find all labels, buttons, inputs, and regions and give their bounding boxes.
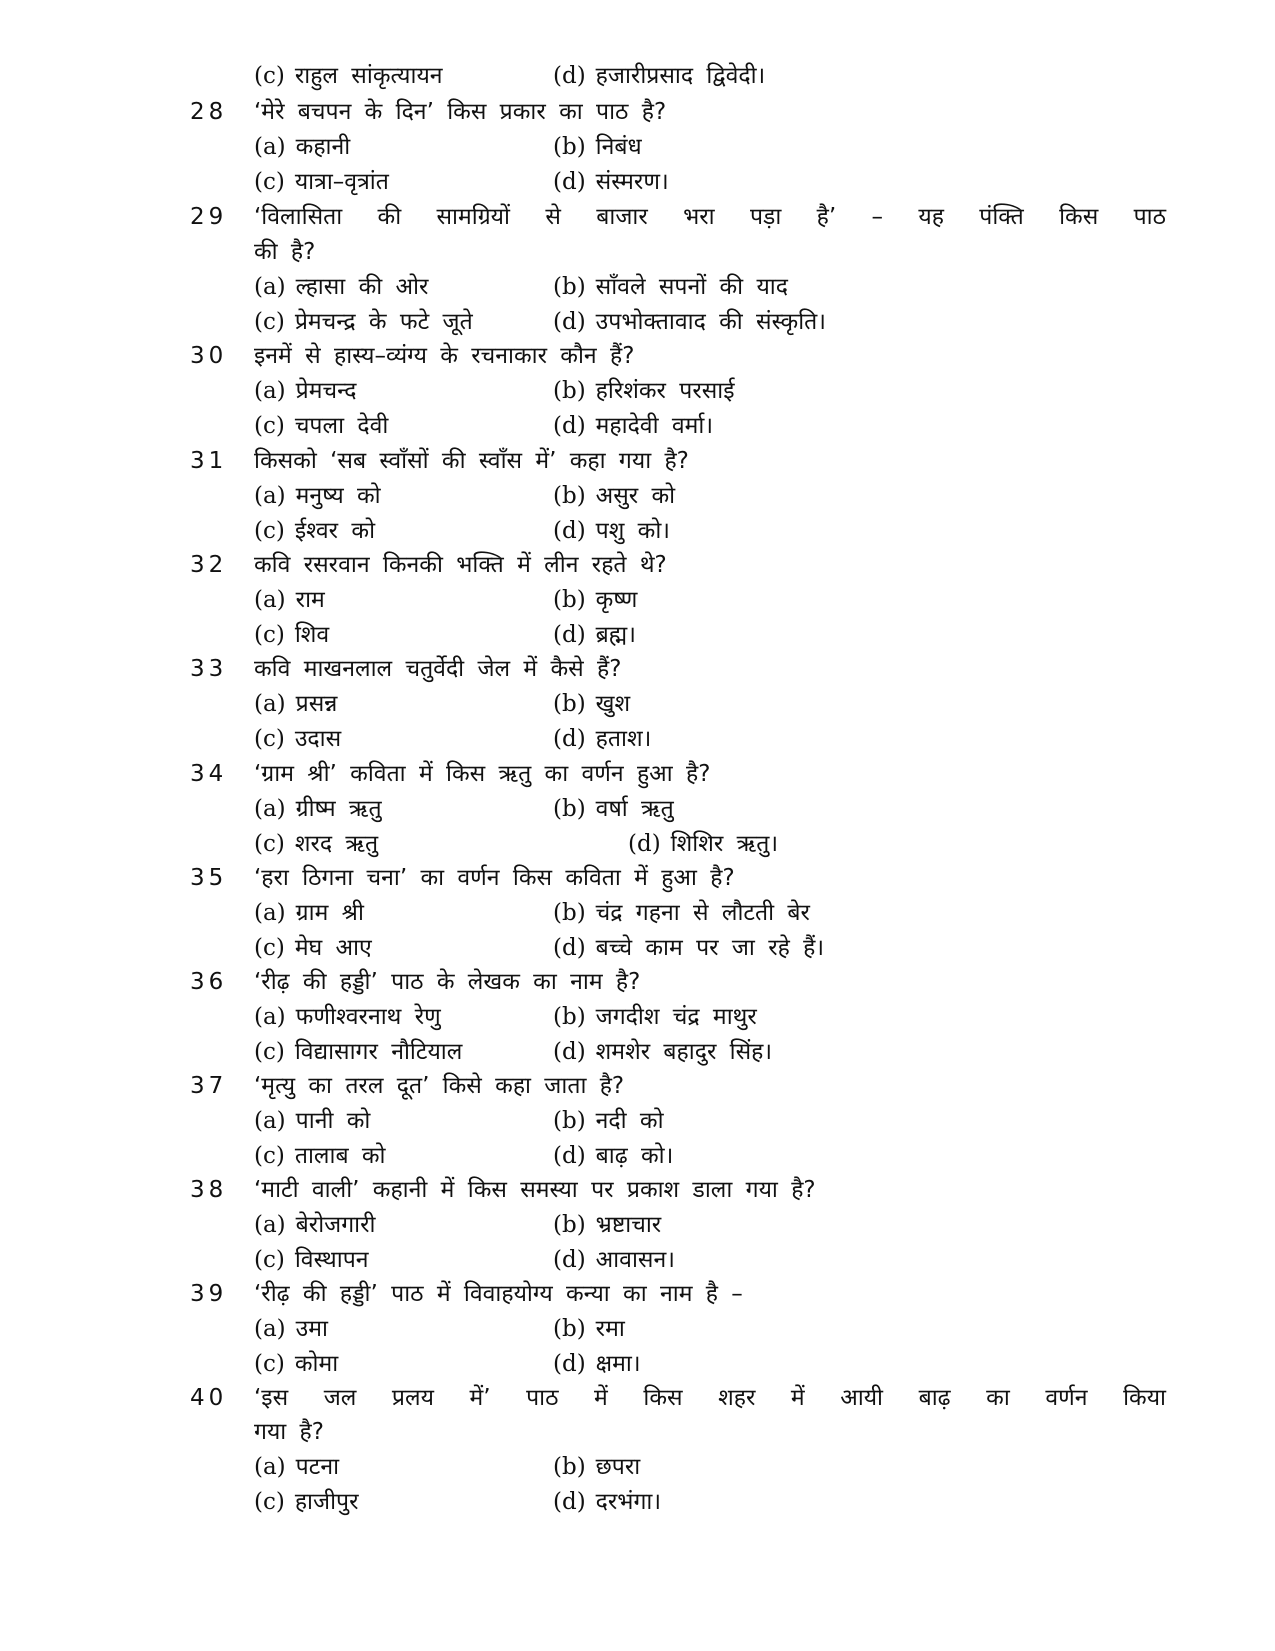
- option-label: (d): [553, 63, 586, 89]
- option-b-text: भ्रष्टाचार: [595, 1212, 662, 1238]
- option-label: (c): [254, 1351, 285, 1377]
- option-label: (a): [254, 1454, 286, 1480]
- option-d-text: पशु को।: [595, 518, 671, 544]
- option-label: (d): [553, 413, 586, 439]
- option-a-text: पानी को: [295, 1108, 371, 1134]
- option-label: (d): [553, 726, 586, 752]
- option-label: (b): [553, 900, 586, 926]
- option-label: (a): [254, 1316, 286, 1342]
- option-label: (d): [553, 935, 586, 961]
- option-label: (c): [254, 1247, 285, 1273]
- option-b-text: निबंध: [595, 134, 642, 160]
- question-text: ‘हरा ठिगना चना’ का वर्णन किस कविता में हुआ है?: [254, 865, 735, 891]
- option-label: (d): [553, 309, 586, 335]
- option-label: (d): [553, 1489, 586, 1515]
- option-label: (d): [553, 518, 586, 544]
- question-text-continued: की है?: [254, 239, 316, 265]
- option-c-text: ईश्वर को: [294, 518, 376, 544]
- option-d-text: बाढ़ को।: [595, 1143, 674, 1169]
- option-d-text: बच्चे काम पर जा रहे हैं।: [595, 935, 825, 961]
- option-a-text: मनुष्य को: [295, 483, 381, 509]
- option-b-text: चंद्र गहना से लौटती बेर: [595, 900, 810, 926]
- option-b-text: छपरा: [595, 1454, 641, 1480]
- option-d-text: उपभोक्तावाद की संस्कृति।: [595, 309, 827, 335]
- option-c-text: विस्थापन: [294, 1247, 369, 1273]
- option-b-text: जगदीश चंद्र माथुर: [595, 1004, 757, 1030]
- option-label: (d): [553, 1143, 586, 1169]
- question-number: 29: [190, 204, 228, 230]
- question-text: इनमें से हास्य–व्यंग्य के रचनाकार कौन हैं?: [254, 343, 635, 369]
- option-label: (a): [254, 378, 286, 404]
- option-b-text: रमा: [595, 1316, 625, 1342]
- option-d-text: हजारीप्रसाद द्विवेदी।: [595, 63, 766, 89]
- option-label: (b): [553, 1108, 586, 1134]
- option-label: (a): [254, 587, 286, 613]
- option-d-text: क्षमा।: [595, 1351, 641, 1377]
- option-label: (b): [553, 1316, 586, 1342]
- option-label: (b): [553, 691, 586, 717]
- question-number: 36: [190, 969, 228, 995]
- option-b-text: खुश: [595, 691, 631, 717]
- option-b-text: नदी को: [595, 1108, 664, 1134]
- question-text: किसको ‘सब स्वाँसों की स्वाँस में’ कहा गया है?: [254, 448, 689, 474]
- option-a-text: राम: [295, 587, 325, 613]
- option-c-text: उदास: [294, 726, 342, 752]
- option-label: (a): [254, 483, 286, 509]
- option-b-text: हरिशंकर परसाई: [595, 378, 735, 404]
- question-text: ‘ग्राम श्री’ कविता में किस ऋतु का वर्णन हुआ है?: [254, 761, 711, 787]
- option-d-text: महादेवी वर्मा।: [595, 413, 714, 439]
- question-number: 35: [190, 865, 228, 891]
- option-label: (c): [254, 518, 285, 544]
- question-number: 28: [190, 99, 228, 125]
- question-number: 40: [190, 1385, 228, 1411]
- option-c-text: चपला देवी: [294, 413, 389, 439]
- option-a-text: ल्हासा की ओर: [295, 274, 429, 300]
- option-label: (b): [553, 1212, 586, 1238]
- option-label: (a): [254, 134, 286, 160]
- option-label: (d): [628, 831, 661, 857]
- option-label: (b): [553, 587, 586, 613]
- option-b-text: कृष्ण: [595, 587, 638, 613]
- option-label: (d): [553, 1351, 586, 1377]
- option-c-text: राहुल सांकृत्यायन: [294, 63, 443, 89]
- option-label: (a): [254, 1108, 286, 1134]
- option-a-text: फणीश्वरनाथ रेणु: [295, 1004, 441, 1030]
- question-number: 31: [190, 448, 228, 474]
- option-c-text: तालाब को: [294, 1143, 386, 1169]
- option-d-text: शिशिर ऋतु।: [670, 831, 779, 857]
- option-c-text: शरद ऋतु: [294, 831, 379, 857]
- option-label: (d): [553, 1247, 586, 1273]
- option-label: (c): [254, 935, 285, 961]
- option-label: (a): [254, 796, 286, 822]
- question-number: 30: [190, 343, 228, 369]
- option-label: (a): [254, 1004, 286, 1030]
- option-label: (d): [553, 1039, 586, 1065]
- question-text: ‘मृत्यु का तरल दूत’ किसे कहा जाता है?: [254, 1073, 625, 1099]
- option-a-text: उमा: [295, 1316, 328, 1342]
- question-text: ‘मेरे बचपन के दिन’ किस प्रकार का पाठ है?: [254, 99, 667, 125]
- question-number: 33: [190, 656, 228, 682]
- option-a-text: ग्राम श्री: [295, 900, 364, 926]
- option-a-text: पटना: [295, 1454, 340, 1480]
- option-label: (a): [254, 691, 286, 717]
- option-label: (c): [254, 1143, 285, 1169]
- question-text: ‘विलासिता की सामग्रियों से बाजार भरा पड़ा है’ – यह पंक्ति किस पाठ: [254, 204, 1166, 230]
- option-label: (c): [254, 622, 285, 648]
- question-text: ‘रीढ़ की हड्डी’ पाठ में विवाहयोग्य कन्या का नाम है –: [254, 1281, 743, 1307]
- option-c-text: कोमा: [294, 1351, 339, 1377]
- option-d-text: संस्मरण।: [595, 169, 669, 195]
- option-label: (a): [254, 1212, 286, 1238]
- option-label: (a): [254, 274, 286, 300]
- option-c-text: विद्यासागर नौटियाल: [294, 1039, 463, 1065]
- option-a-text: ग्रीष्म ऋतु: [295, 796, 382, 822]
- question-number: 32: [190, 552, 228, 578]
- question-number: 38: [190, 1177, 228, 1203]
- option-label: (c): [254, 169, 285, 195]
- question-text: कवि रसरवान किनकी भक्ति में लीन रहते थे?: [254, 552, 667, 578]
- option-c-text: शिव: [294, 622, 330, 648]
- question-number: 37: [190, 1073, 228, 1099]
- option-label: (c): [254, 1039, 285, 1065]
- question-text: ‘माटी वाली’ कहानी में किस समस्या पर प्रकाश डाला गया है?: [254, 1177, 816, 1203]
- option-label: (b): [553, 483, 586, 509]
- option-b-text: असुर को: [595, 483, 676, 509]
- option-d-text: आवासन।: [595, 1247, 675, 1273]
- option-d-text: शमशेर बहादुर सिंह।: [595, 1039, 773, 1065]
- question-text: कवि माखनलाल चतुर्वेदी जेल में कैसे हैं?: [254, 656, 622, 682]
- option-label: (b): [553, 1004, 586, 1030]
- option-label: (c): [254, 726, 285, 752]
- option-label: (c): [254, 309, 285, 335]
- option-label: (c): [254, 831, 285, 857]
- option-c-text: प्रेमचन्द्र के फटे जूते: [294, 309, 473, 335]
- option-a-text: कहानी: [295, 134, 351, 160]
- question-number: 39: [190, 1281, 228, 1307]
- option-a-text: प्रसन्न: [295, 691, 338, 717]
- option-d-text: ब्रह्म।: [595, 622, 636, 648]
- option-label: (b): [553, 796, 586, 822]
- option-label: (b): [553, 134, 586, 160]
- option-label: (a): [254, 900, 286, 926]
- question-text-continued: गया है?: [254, 1419, 324, 1445]
- option-c-text: हाजीपुर: [294, 1489, 359, 1515]
- option-b-text: साँवले सपनों की याद: [595, 274, 788, 300]
- option-label: (d): [553, 169, 586, 195]
- option-label: (c): [254, 413, 285, 439]
- option-a-text: बेरोजगारी: [295, 1212, 376, 1238]
- option-b-text: वर्षा ऋतु: [595, 796, 674, 822]
- option-d-text: हताश।: [595, 726, 652, 752]
- option-label: (b): [553, 274, 586, 300]
- option-a-text: प्रेमचन्द: [295, 378, 357, 404]
- question-text: ‘इस जल प्रलय में’ पाठ में किस शहर में आयी बाढ़ का वर्णन किया: [254, 1385, 1166, 1411]
- question-text: ‘रीढ़ की हड्डी’ पाठ के लेखक का नाम है?: [254, 969, 641, 995]
- option-c-text: यात्रा–वृत्रांत: [294, 169, 389, 195]
- option-label: (d): [553, 622, 586, 648]
- option-label: (c): [254, 1489, 285, 1515]
- option-c-text: मेघ आए: [294, 935, 372, 961]
- option-label: (c): [254, 63, 285, 89]
- option-d-text: दरभंगा।: [595, 1489, 662, 1515]
- question-number: 34: [190, 761, 228, 787]
- option-label: (b): [553, 378, 586, 404]
- option-label: (b): [553, 1454, 586, 1480]
